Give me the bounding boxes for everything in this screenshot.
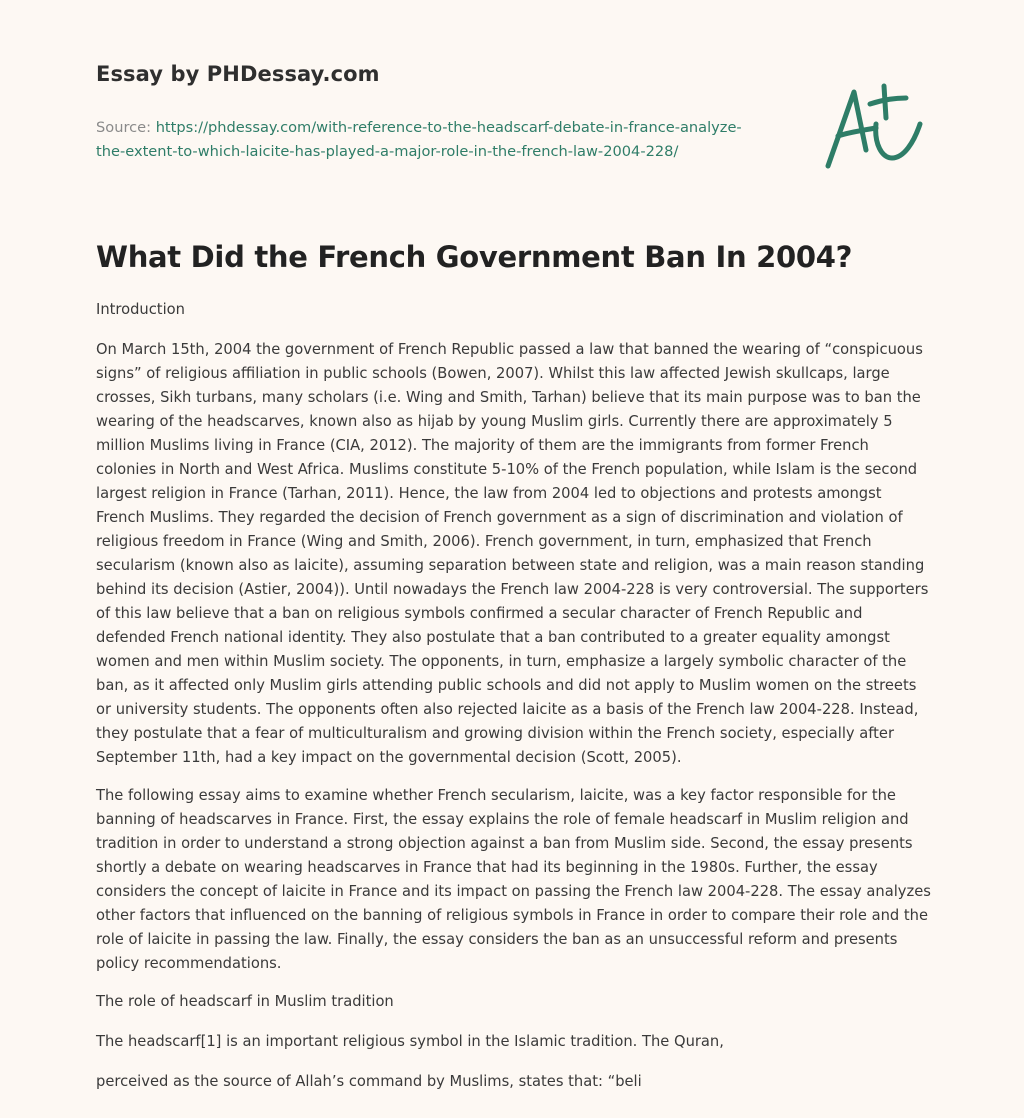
source-link[interactable]: https://phdessay.com/with-reference-to-the-headscarf-debate-in-france-analyze-the-extent-to-which-laicite-has-played-a-major-role-in-the-french-law-2004-228/ (96, 119, 742, 160)
paragraph: perceived as the source of Allah’s command by Muslims, states that: “beli (96, 1073, 642, 1090)
paragraph: On March 15th, 2004 the government of French Republic passed a law that banned the wearing of “conspicuous signs” of religious affiliation in public schools (Bowen, 2007). Whilst this law affected Jewish skullcaps, large crosses, Sikh turbans, many scholars (i.e. Wing and Smith, Tarhan) believe that its main purpose was to ban the wearing of the headscarves, known also as hijab by young Muslim girls. Currently there are approximately 5 million Muslims living in France (CIA, 2012). The majority of them are the immigrants from former French colonies in North and West Africa. Muslims constitute 5-10% of the French population, while Islam is the second largest religion in France (Tarhan, 2011). Hence, the law from 2004 led to objections and protests amongst French Muslims. They regarded the decision of French government as a sign of discrimination and violation of religious freedom in France (Wing and Smith, 2006). French government, in turn, emphasized that French secularism (known also as laicite), assuming separation between state and religion, was a main reason standing behind its decision (Astier, 2004)). Until nowadays the French law 2004-228 is very controversial. The supporters of this law believe that a ban on religious symbols confirmed a secular character of French Republic and defended French national identity. They also postulate that a ban contributed to a greater equality amongst women and men within Muslim society. The opponents, in turn, emphasize a largely symbolic character of the ban, as it affected only Muslim girls attending public schools and did not apply to Muslim women on the streets or university students. The opponents often also rejected laicite as a basis of the French law 2004-228. Instead, they postulate that a fear of multiculturalism and growing division within the French society, especially after September 11th, had a key impact on the governmental decision (Scott, 2005). (96, 341, 929, 766)
essay-header (96, 62, 796, 164)
source-line (96, 116, 766, 164)
source-label: Source: (96, 119, 152, 136)
site-brand: Essay by PHDessay.com (96, 62, 380, 86)
article-body (96, 240, 931, 1108)
page-title: What Did the French Government Ban In 2004? (96, 240, 853, 274)
a-plus-logo-icon (820, 78, 930, 178)
paragraph: The headscarf[1] is an important religious symbol in the Islamic tradition. The Quran, (96, 1033, 724, 1050)
intro-heading: Introduction (96, 301, 185, 318)
section-heading: The role of headscarf in Muslim tradition (96, 993, 394, 1010)
paragraph: The following essay aims to examine whether French secularism, laicite, was a key factor responsible for the banning of headscarves in France. First, the essay explains the role of female headscarf in Muslim religion and tradition in order to understand a strong objection against a ban from Muslim side. Second, the essay presents shortly a debate on wearing headscarves in France that had its beginning in the 1980s. Further, the essay considers the concept of laicite in France and its impact on passing the French law 2004-228. The essay analyzes other factors that influenced on the banning of religious symbols in France in order to compare their role and the role of laicite in passing the law. Finally, the essay considers the ban as an unsuccessful reform and presents policy recommendations. (96, 787, 931, 972)
